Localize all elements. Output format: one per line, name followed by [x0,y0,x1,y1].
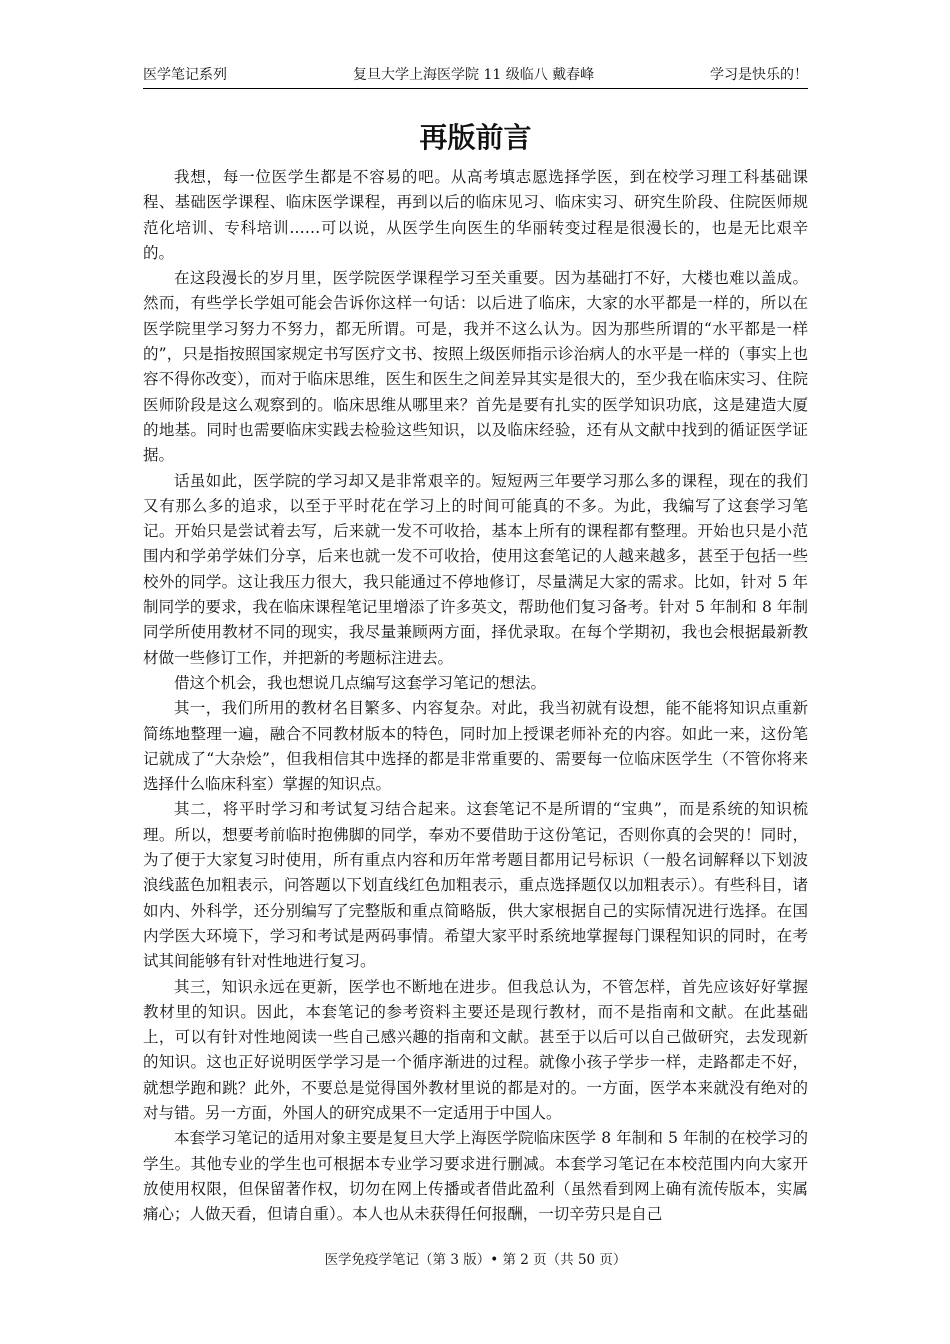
preface-body [143,165,808,1227]
header-motto: 学习是快乐的！ [710,67,808,83]
header-author: 复旦大学上海医学院 11 级临八 戴春峰 [353,67,595,83]
page-header [143,64,808,89]
paragraph: 本套学习笔记的适用对象主要是复旦大学上海医学院临床医学 8 年制和 5 年制的在校学习的学生。其他专业的学生也可根据本专业学习要求进行删减。本套学习笔记在本校范围内向大家开放使用权限，但保留著作权，切勿在网上传播或者借此盈利（虽然看到网上确有流传版本，实属痛心；人做天看，但请自重）。本人也从未获得任何报酬，一切辛劳只是自己 [143,1129,808,1224]
header-series: 医学笔记系列 [143,67,227,83]
paragraph: 其一，我们所用的教材名目繁多、内容复杂。对此，我当初就有设想，能不能将知识点重新简练地整理一遍，融合不同教材版本的特色，同时加上授课老师补充的内容。如此一来，这份笔记就成了“大杂烩”，但我相信其中选择的都是非常重要的、需要每一位临床医学生（不管你将来选择什么临床科室）掌握的知识点。 [143,699,808,794]
paragraph: 话虽如此，医学院的学习却又是非常艰辛的。短短两三年要学习那么多的课程，现在的我们又有那么多的追求，以至于平时花在学习上的时间可能真的不多。为此，我编写了这套学习笔记。开始只是尝试着去写，后来就一发不可收拾，基本上所有的课程都有整理。开始也只是小范围内和学弟学妹们分享，后来也就一发不可收拾，使用这套笔记的人越来越多，甚至于包括一些校外的同学。这让我压力很大，我只能通过不停地修订，尽量满足大家的需求。比如，针对 5 年制同学的要求，我在临床课程笔记里增添了许多英文，帮助他们复习备考。针对 5 年制和 8 年制同学所使用教材不同的现实，我尽量兼顾两方面，择优录取。在每个学期初，我也会根据最新教材做一些修订工作，并把新的考题标注进去。 [143,471,808,667]
paragraph: 其二，将平时学习和考试复习结合起来。这套笔记不是所谓的“宝典”，而是系统的知识梳理。所以，想要考前临时抱佛脚的同学，奉劝不要借助于这份笔记，否则你真的会哭的！同时，为了便于大家复习时使用，所有重点内容和历年常考题目都用记号标识（一般名词解释以下划波浪线蓝色加粗表示，问答题以下划直线红色加粗表示，重点选择题仅以加粗表示）。有些科目，诸如内、外科学，还分别编写了完整版和重点简略版，供大家根据自己的实际情况进行选择。在国内学医大环境下，学习和考试是两码事情。希望大家平时系统地掌握每门课程知识的同时，在考试其间能够有针对性地进行复习。 [143,800,808,971]
paragraph: 其三，知识永远在更新，医学也不断地在进步。但我总认为，不管怎样，首先应该好好掌握教材里的知识。因此，本套笔记的参考资料主要还是现行教材，而不是指南和文献。在此基础上，可以有针对性地阅读一些自己感兴趣的指南和文献。甚至于以后可以自己做研究，去发现新的知识。这也正好说明医学学习是一个循序渐进的过程。就像小孩子学步一样，走路都走不好，就想学跑和跳？此外，不要总是觉得国外教材里说的都是对的。一方面，医学本来就没有绝对的对与错。另一方面，外国人的研究成果不一定适用于中国人。 [143,977,808,1122]
paragraph: 借这个机会，我也想说几点编写这套学习笔记的想法。 [174,673,547,692]
page-footer: 医学免疫学笔记（第 3 版）• 第 2 页（共 50 页） [324,1252,627,1268]
paragraph: 在这段漫长的岁月里，医学院医学课程学习至关重要。因为基础打不好，大楼也难以盖成。然而，有些学长学姐可能会告诉你这样一句话：以后进了临床，大家的水平都是一样的，所以在医学院里学习努力不努力，都无所谓。可是，我并不这么认为。因为那些所谓的“水平都是一样的”，只是指按照国家规定书写医疗文书、按照上级医师指示诊治病人的水平是一样的（事实上也容不得你改变），而对于临床思维，医生和医生之间差异其实是很大的，至少我在临床实习、住院医师阶段是这么观察到的。临床思维从哪里来？首先是要有扎实的医学知识功底，这是建造大厦的地基。同时也需要临床实践去检验这些知识，以及临床经验，还有从文献中找到的循证医学证据。 [143,269,808,465]
page-title: 再版前言 [419,121,532,154]
paragraph: 我想，每一位医学生都是不容易的吧。从高考填志愿选择学医，到在校学习理工科基础课程、基础医学课程、临床医学课程，再到以后的临床见习、临床实习、研究生阶段、住院医师规范化培训、专科培训……可以说，从医学生向医生的华丽转变过程是很漫长的，也是无比艰辛的。 [143,168,808,262]
